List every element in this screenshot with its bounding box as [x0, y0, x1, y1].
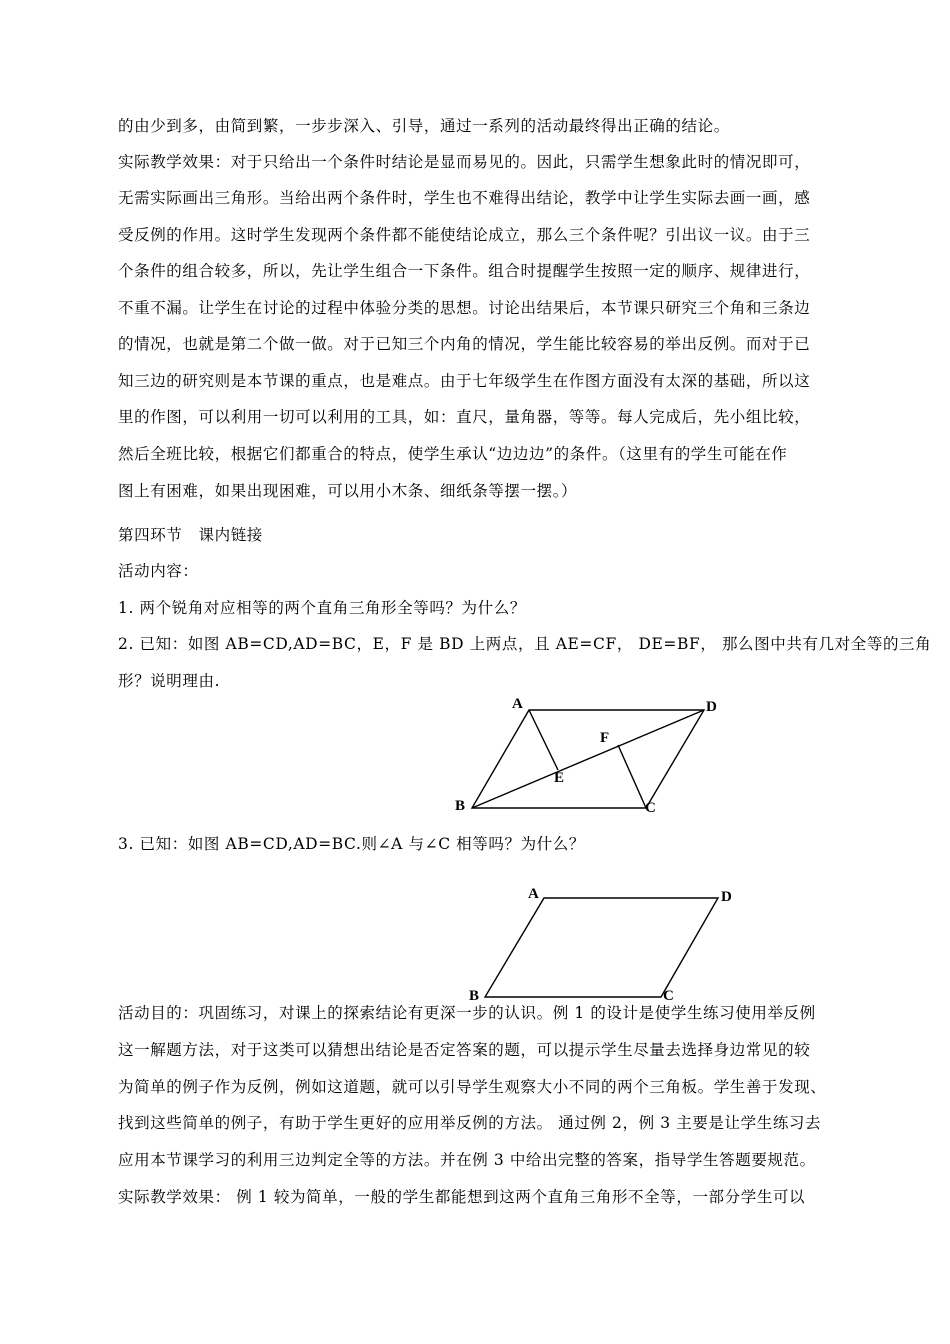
figure-2-parallelogram [460, 880, 750, 1005]
paragraph-line: 个条件的组合较多，所以，先让学生组合一下条件。组合时提醒学生按照一定的顺序、规律进行， [118, 262, 811, 280]
paragraph-line: 应用本节课学习的利用三边判定全等的方法。并在例 3 中给出完整的答案，指导学生答题要规范。 [118, 1151, 816, 1169]
section-title: 第四环节 课内链接 [118, 526, 263, 544]
figure-1-parallelogram-diagonal [440, 690, 740, 820]
paragraph-line: 的情况，也就是第二个做一做。对于已知三个内角的情况，学生能比较容易的举出反例。而对于已 [118, 335, 811, 353]
paragraph-line: 知三边的研究则是本节课的重点，也是难点。由于七年级学生在作图方面没有太深的基础，所以这 [118, 372, 811, 390]
paragraph-line: 实际教学效果： 例 1 较为简单，一般的学生都能想到这两个直角三角形不全等，一部分学生可以 [118, 1188, 806, 1206]
label-B: B [469, 988, 480, 1004]
label-D: D [706, 699, 717, 715]
paragraph-line: 找到这些简单的例子，有助于学生更好的应用举反例的方法。 通过例 2，例 3 主要是让学生练习去 [118, 1114, 822, 1132]
paragraph-line: 的由少到多，由简到繁，一步步深入、引导，通过一系列的活动最终得出正确的结论。 [118, 117, 730, 135]
question-1: 1. 两个锐角对应相等的两个直角三角形全等吗？为什么？ [118, 599, 526, 617]
label-C: C [663, 988, 674, 1004]
paragraph-line: 为简单的例子作为反例，例如这道题，就可以引导学生观察大小不同的两个三角板。学生善于发现、 [118, 1078, 827, 1096]
label-B: B [455, 798, 466, 814]
label-C: C [645, 800, 656, 816]
question-3: 3. 已知：如图 AB=CD,AD=BC.则∠A 与∠C 相等吗？为什么？ [118, 835, 585, 853]
paragraph-line: 不重不漏。让学生在讨论的过程中体验分类的思想。讨论出结果后，本节课只研究三个角和三条边 [118, 299, 811, 317]
paragraph-line: 里的作图，可以利用一切可以利用的工具，如：直尺，量角器，等等。每人完成后，先小组比较， [118, 408, 811, 426]
label-E: E [554, 770, 565, 786]
paragraph-line: 然后全班比较，根据它们都重合的特点，使学生承认“边边边”的条件。（这里有的学生可能在作 [118, 445, 788, 463]
paragraph-line: 无需实际画出三角形。当给出两个条件时，学生也不难得出结论，教学中让学生实际去画一画，感 [118, 189, 811, 207]
activity-label: 活动内容： [118, 562, 199, 580]
question-2: 2. 已知：如图 AB=CD,AD=BC，E，F 是 BD 上两点，且 AE=CF， DE=BF， 那么图中共有几对全等的三角 [118, 635, 932, 653]
label-A: A [512, 696, 523, 712]
paragraph-line: 受反例的作用。这时学生发现两个条件都不能使结论成立，那么三个条件呢？引出议一议。由于三 [118, 226, 811, 244]
label-F: F [600, 730, 610, 746]
paragraph-line: 活动目的：巩固练习，对课上的探索结论有更深一步的认识。例 1 的设计是使学生练习使用举反例 [118, 1004, 816, 1022]
label-A: A [528, 886, 539, 902]
question-2-cont: 形？说明理由. [118, 672, 221, 690]
paragraph-line: 这一解题方法，对于这类可以猜想出结论是否定答案的题，可以提示学生尽量去选择身边常见的较 [118, 1041, 811, 1059]
label-D: D [721, 889, 732, 905]
paragraph-line: 实际教学效果：对于只给出一个条件时结论是显而易见的。因此，只需学生想象此时的情况即可， [118, 153, 811, 171]
paragraph-line: 图上有困难，如果出现困难，可以用小木条、细纸条等摆一摆。） [118, 482, 578, 500]
